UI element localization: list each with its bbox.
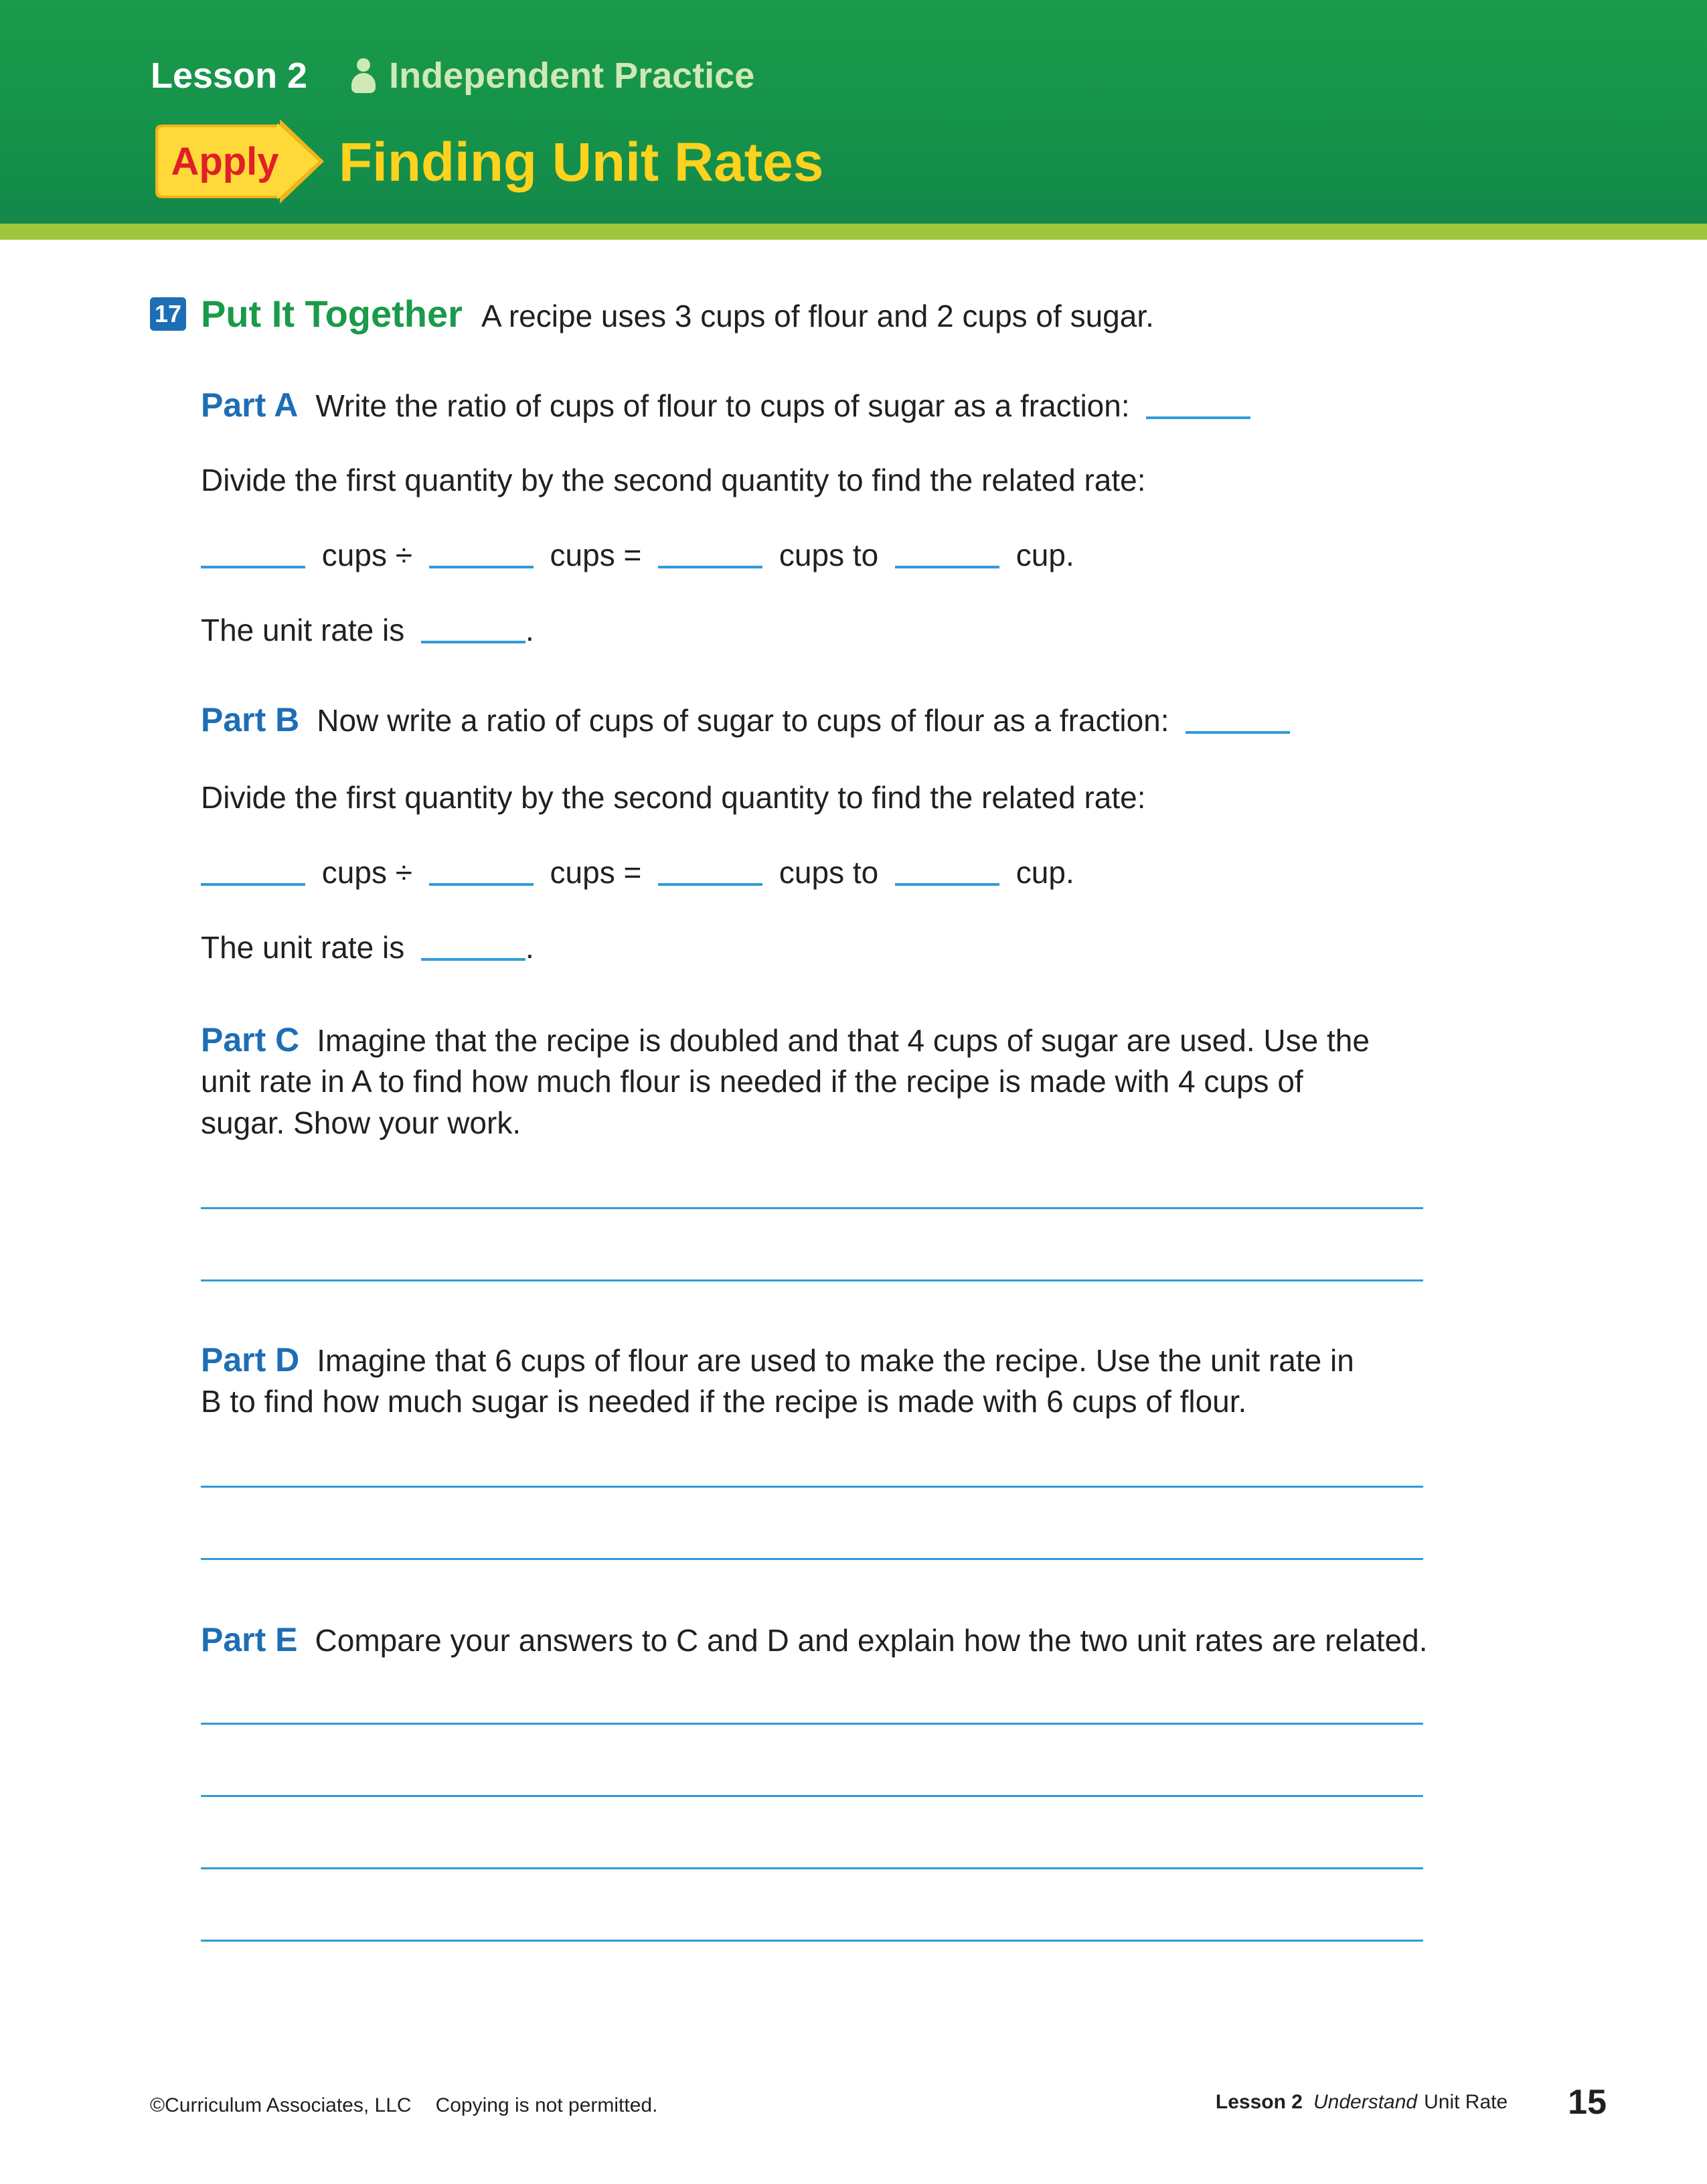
- part-e-label: Part E: [201, 1621, 298, 1658]
- eq-text: cups =: [550, 538, 642, 572]
- part-e-answer-line-2[interactable]: [201, 1795, 1423, 1797]
- part-a-text: Write the ratio of cups of flour to cups of sugar as a fraction:: [315, 388, 1130, 423]
- eq-text: cups ÷: [321, 855, 412, 890]
- apply-tag: [149, 119, 329, 204]
- footer-left: [150, 2089, 657, 2122]
- part-a-unit-rate-blank[interactable]: [421, 641, 525, 643]
- footer-topic: Unit Rate: [1424, 2091, 1508, 2113]
- part-b-blank-2[interactable]: [429, 883, 534, 886]
- page-title: Finding Unit Rates: [339, 132, 824, 193]
- period: .: [525, 613, 534, 647]
- footer-right: [1216, 2076, 1607, 2129]
- part-c-line-3: sugar. Show your work.: [201, 1105, 521, 1140]
- part-c-text: Imagine that the recipe is doubled and that 4 cups of sugar are used. Use the: [317, 1023, 1370, 1058]
- part-a-unit-rate: [201, 609, 534, 651]
- part-a-fraction-blank[interactable]: [1146, 416, 1250, 419]
- part-a-equation: [201, 534, 1074, 576]
- eq-text: cups to: [779, 855, 879, 890]
- part-d-text: Imagine that 6 cups of flour are used to make the recipe. Use the unit rate in: [317, 1343, 1354, 1378]
- part-b-blank-4[interactable]: [895, 883, 999, 886]
- part-c-line-1: [201, 1019, 1370, 1061]
- part-a-divide-instruction: Divide the first quantity by the second quantity to find the related rate:: [201, 463, 1146, 497]
- eq-text: cup.: [1015, 855, 1074, 890]
- part-b-equation: [201, 852, 1074, 893]
- part-a-label: Part A: [201, 386, 299, 424]
- part-d-answer-line-2[interactable]: [201, 1558, 1423, 1560]
- copyright: ©Curriculum Associates, LLC: [150, 2094, 412, 2116]
- part-a-blank-1[interactable]: [201, 566, 305, 568]
- part-d-answer-line-1[interactable]: [201, 1486, 1423, 1488]
- part-d-line-1: [201, 1339, 1354, 1381]
- part-d-line-2: B to find how much sugar is needed if the recipe is made with 6 cups of flour.: [201, 1384, 1247, 1419]
- part-a-blank-3[interactable]: [658, 566, 762, 568]
- copy-notice: Copying is not permitted.: [435, 2094, 658, 2116]
- part-b-blank-1[interactable]: [201, 883, 305, 886]
- unit-rate-text: The unit rate is: [201, 930, 405, 965]
- unit-rate-text: The unit rate is: [201, 613, 405, 647]
- part-b-divide-instruction: Divide the first quantity by the second quantity to find the related rate:: [201, 780, 1146, 815]
- footer-lesson: Lesson 2: [1215, 2091, 1303, 2113]
- part-b-unit-rate: [201, 927, 534, 968]
- period: .: [525, 930, 534, 965]
- part-c-answer-line-2[interactable]: [201, 1279, 1423, 1281]
- eq-text: cups ÷: [321, 538, 412, 572]
- part-e-answer-line-4[interactable]: [201, 1940, 1423, 1942]
- part-b-fraction-blank[interactable]: [1186, 731, 1290, 734]
- header-stripe: [0, 224, 1707, 240]
- apply-label: Apply: [171, 139, 279, 183]
- page-number: 15: [1568, 2083, 1607, 2122]
- part-c-answer-line-1[interactable]: [201, 1207, 1423, 1209]
- part-a-question: [201, 384, 1258, 426]
- question-number-badge: 17: [150, 297, 186, 331]
- part-e-answer-line-3[interactable]: [201, 1867, 1423, 1869]
- part-e-question: [201, 1619, 1428, 1661]
- part-b-label: Part B: [201, 701, 300, 738]
- part-c-label: Part C: [201, 1021, 300, 1059]
- person-icon: [350, 57, 377, 94]
- lesson-line: [151, 52, 754, 99]
- footer-understand: Understand: [1313, 2091, 1418, 2113]
- problem-intro: A recipe uses 3 cups of flour and 2 cups of sugar.: [481, 299, 1154, 333]
- part-a-blank-4[interactable]: [895, 566, 999, 568]
- part-a-blank-2[interactable]: [429, 566, 534, 568]
- part-d-label: Part D: [201, 1341, 300, 1379]
- part-b-question: [201, 699, 1298, 741]
- part-e-answer-line-1[interactable]: [201, 1723, 1423, 1725]
- part-e-text: Compare your answers to C and D and explain how the two unit rates are related.: [315, 1623, 1428, 1658]
- problem-intro-line: [201, 291, 1154, 339]
- eq-text: cup.: [1015, 538, 1074, 572]
- eq-text: cups =: [550, 855, 642, 890]
- part-b-unit-rate-blank[interactable]: [421, 958, 525, 961]
- lesson-number: Lesson 2: [151, 56, 308, 96]
- section-label: Independent Practice: [389, 56, 755, 96]
- eq-text: cups to: [779, 538, 879, 572]
- part-b-text: Now write a ratio of cups of sugar to cups of flour as a fraction:: [317, 703, 1169, 738]
- part-c-line-2: unit rate in A to find how much flour is needed if the recipe is made with 4 cups of: [201, 1064, 1303, 1099]
- part-b-blank-3[interactable]: [658, 883, 762, 886]
- put-it-together-heading: Put It Together: [201, 293, 463, 335]
